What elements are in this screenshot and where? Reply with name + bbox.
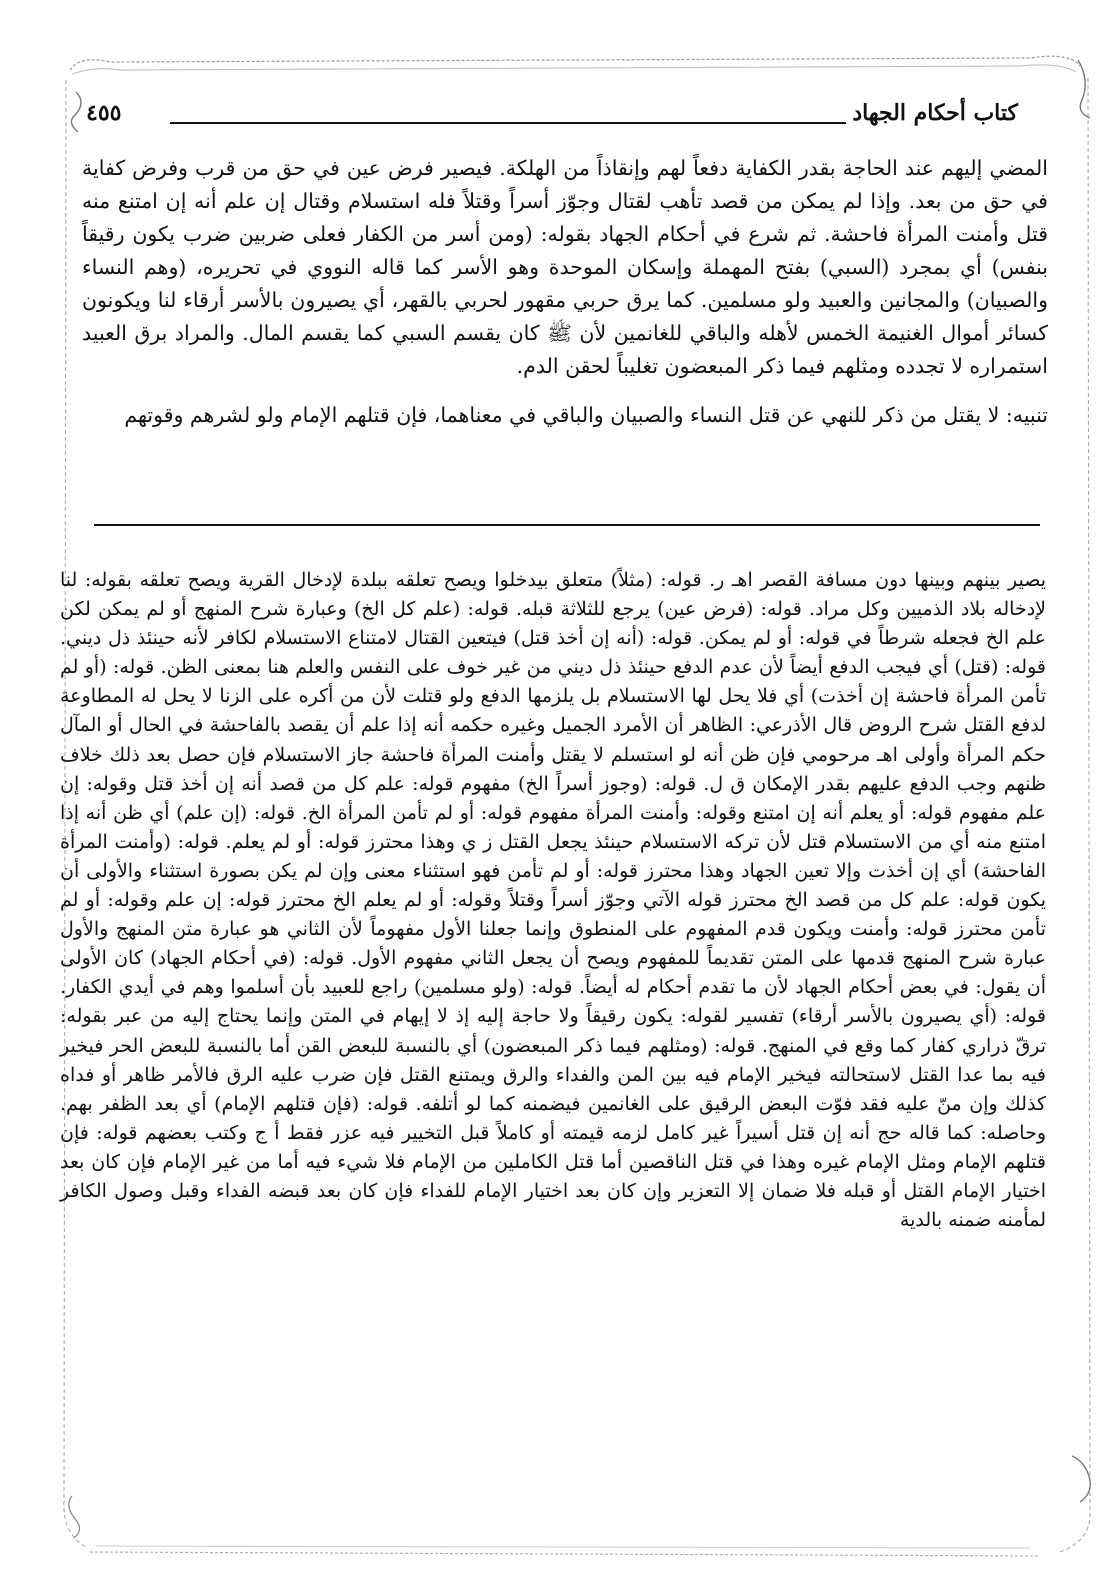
page-number: ٤٥٥ <box>86 100 122 126</box>
header-rule <box>170 122 846 124</box>
main-paragraph: المضي إليهم عند الحاجة بقدر الكفاية دفعاً لهم وإنقاذاً من الهلكة. فيصير فرض عين في حق من قرب وفرض كفاية في حق من بعد. وإذا لم يمكن من قصد تأهب لقتال وجوّز أسراً وقتلاً فله استسلام وقتال إن علم أنه إن امتنع منه قتل وأمنت المرأة فاحشة. ثم شرع في أحكام الجهاد بقوله: (ومن أسر من الكفار فعلى ضربين ضرب يكون رقيقاً بنفس) أي بمجرد (السبي) بفتح المهملة وإسكان الموحدة وهو الأسر كما قاله النووي في تحريره، (وهم النساء والصبيان) والمجانين والعبيد ولو مسلمين. كما يرق حربي مقهور لحربي بالقهر، أي يصيرون بالأسر أرقاء لنا ويكونون كسائر أموال الغنيمة الخمس لأهله والباقي للغانمين لأن ﷺ كان يقسم السبي كما يقسم المال. والمراد برق العبيد استمراره لا تجدده ومثلهم فيما ذكر المبعضون تغليباً لحقن الدم. <box>82 156 1048 378</box>
commentary-text <box>60 566 1046 1235</box>
note-paragraph: تنبيه: لا يقتل من ذكر للنهي عن قتل النساء والصبيان والباقي في معناهما، فإن قتلهم الإمام ولو لشرهم وقوتهم <box>124 403 1048 427</box>
book-title: كتاب أحكام الجهاد <box>852 100 1018 126</box>
main-text <box>82 152 1048 432</box>
footnote-divider <box>94 524 1040 526</box>
page-header <box>86 100 1018 134</box>
commentary-paragraph: يصير بينهم وبينها دون مسافة القصر اهـ ر. قوله: (مثلاً) متعلق بيدخلوا ويصح تعلقه ببلدة لإدخال القرية ويصح تعلقه بقوله: لنا لإدخاله بلاد الذميين وكل مراد. قوله: (فرض عين) يرجع للثلاثة قبله. قوله: (علم كل الخ) وعبارة شرح المنهج أو لم يمكن لكن علم الخ فجعله شرطاً في قوله: أو لم يمكن. قوله: (أنه إن أخذ قتل) فيتعين القتال لامتناع الاستسلام لكافر لأنه حينئذ ذل ديني. قوله: (قتل) أي فيجب الدفع أيضاً لأن عدم الدفع حينئذ ذل ديني من غير خوف على النفس والعلم هنا بمعنى الظن. قوله: (أو لم تأمن المرأة فاحشة إن أخذت) أي فلا يحل لها الاستسلام بل يلزمها الدفع ولو قتلت لأن من أكره على الزنا لا يحل له المطاوعة لدفع القتل شرح الروض قال الأذرعي: الظاهر أن الأمرد الجميل وغيره حكمه أنه إذا علم أن يقصد بالفاحشة في الحال أو المآل حكم المرأة وأولى اهـ مرحومي فإن ظن أنه لو استسلم لا يقتل وأمنت المرأة فاحشة جاز الاستسلام فإن حصل بعد ذلك خلاف ظنهم وجب الدفع عليهم بقدر الإمكان ق ل. قوله: (وجوز أسراً الخ) مفهوم قوله: علم كل من قصد أنه إن أخذ قتل وقوله: إن علم مفهوم قوله: أو يعلم أنه إن امتنع وقوله: وأمنت المرأة مفهوم قوله: أو لم تأمن المرأة الخ. قوله: (إن علم) أي ظن أنه إذا امتنع منه أي من الاستسلام قتل لأن تركه الاستسلام حينئذ يجعل القتل ز ي وهذا محترز قوله: أو لم يعلم. قوله: (وأمنت المرأة الفاحشة) أي إن أخذت وإلا تعين الجهاد وهذا محترز قوله: أو لم تأمن فهو استثناء معنى وإن لم يكن بصورة استثناء والأولى أن يكون قوله: علم كل من قصد الخ محترز قوله الآتي وجوّز أسراً وقتلاً وقوله: أو لم يعلم الخ محترز قوله: إن علم وقوله: أو لم تأمن محترز قوله: وأمنت ويكون قدم المفهوم على المنطوق وإنما جعلنا الأول مفهوماً لأن الثاني هو عبارة متن المنهج والأول عبارة شرح المنهج قدمها على المتن تقديماً للمفهوم ويصح أن يجعل الثاني مفهوم الأول. قوله: (في أحكام الجهاد) كان الأولى أن يقول: في بعض أحكام الجهاد لأن ما تقدم أحكام له أيضاً. قوله: (ولو مسلمين) راجع للعبيد بأن أسلموا وهم في أيدي الكفار. قوله: (أي يصيرون بالأسر أرقاء) تفسير لقوله: يكون رقيقاً ولا حاجة إليه إذ لا إيهام في المتن وإنما يحتاج إليه من عبر بقوله: ترقّ ذراري كفار كما وقع في المنهج. قوله: (ومثلهم فيما ذكر المبعضون) أي بالنسبة للبعض القن أما بالنسبة للبعض الحر فيخير فيه بما عدا القتل لاستحالته فيخير الإمام فيه بين المن والفداء والرق ويمتنع القتل فإن ضرب عليه الرق فالأمر ظاهر أو فداه كذلك وإن منّ عليه فقد فوّت البعض الرقيق على الغانمين فيضمنه كما لو أتلفه. قوله: (فإن قتلهم الإمام) أي بعد الظفر بهم. وحاصله: كما قاله حج أنه إن قتل أسيراً غير كامل لزمه قيمته أو كاملاً قبل التخيير فيه عزر فقط أ ج وكتب بعضهم قوله: فإن قتلهم الإمام ومثل الإمام غيره وهذا في قتل الناقصين أما قتل الكاملين من الإمام فلا شيء فيه أما من غير الإمام فإن كان بعد اختيار الإمام القتل أو قبله فلا ضمان إلا التعزير وإن كان بعد اختيار الإمام للفداء فإن كان بعد قبضه الفداء وقبل وصول الكافر لمأمنه ضمنه بالدية <box>60 569 1046 1232</box>
